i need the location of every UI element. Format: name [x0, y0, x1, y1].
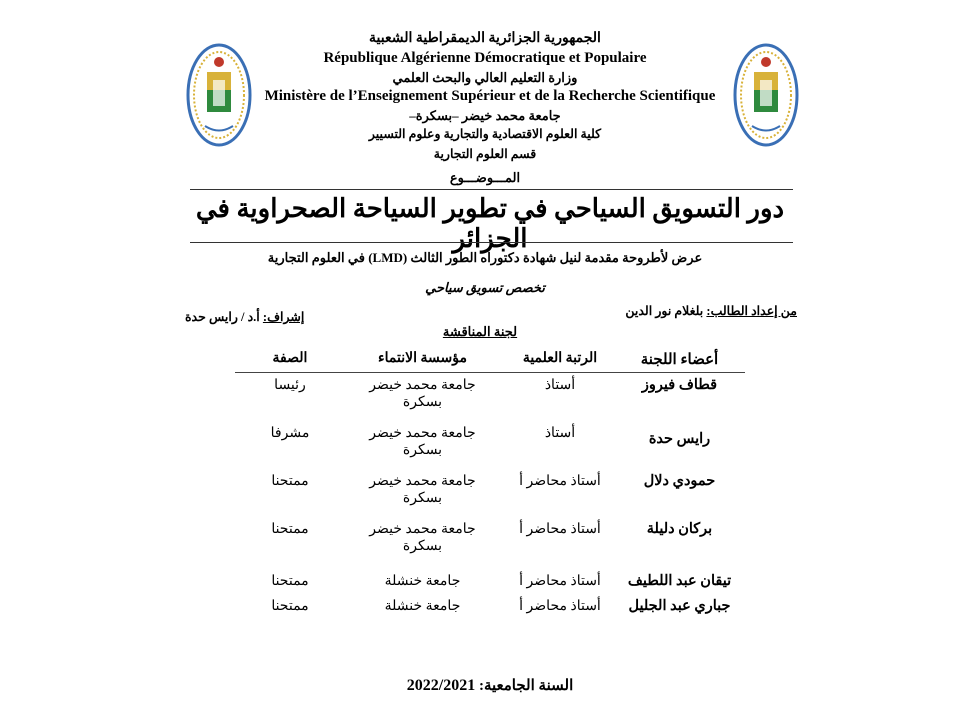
student-label: من إعداد الطالب:	[706, 304, 797, 318]
member-rank: أستاذ	[544, 426, 576, 441]
member-name: بركان دليلة	[646, 521, 713, 537]
title-rule-bottom	[190, 242, 793, 243]
member-name: رايس حدة	[648, 431, 711, 447]
student-name: بلغلام نور الدين	[625, 304, 704, 318]
table-row	[235, 473, 745, 521]
table-row	[235, 573, 745, 598]
member-rank: أستاذ محاضر أ	[519, 599, 601, 614]
member-name: قطاف فيروز	[641, 377, 718, 393]
table-header	[235, 350, 745, 373]
committee-table	[235, 350, 745, 623]
member-rank: أستاذ محاضر أ	[519, 522, 601, 537]
title-rule-top	[190, 189, 793, 190]
member-role: رئيسا	[274, 378, 306, 393]
member-institution: جامعة محمد خيضر بسكرة	[369, 522, 476, 554]
table-row	[235, 425, 745, 473]
committee-title: لجنة المناقشة	[442, 324, 518, 339]
header-member: أعضاء اللجنة	[640, 352, 719, 368]
faculty-name: كلية العلوم الاقتصادية والتجارية وعلوم التسيير	[368, 127, 602, 141]
member-institution: جامعة محمد خيضر بسكرة	[369, 426, 476, 458]
thesis-title: دور التسويق السياحي في تطوير السياحة الصحراوية في الجزائر	[195, 194, 785, 253]
supervisor-line	[185, 309, 304, 325]
table-row	[235, 521, 745, 569]
member-role: ممتحنا	[271, 474, 309, 489]
table-row	[235, 377, 745, 425]
member-institution: جامعة خنشلة	[384, 599, 461, 614]
member-role: ممتحنا	[271, 522, 309, 537]
member-rank: أستاذ محاضر أ	[519, 574, 601, 589]
french-ministry-heading: Ministère de l’Enseignement Supérieur et de la Recherche Scientifique	[264, 88, 716, 104]
supervisor-label: إشراف:	[262, 310, 305, 324]
member-rank: أستاذ محاضر أ	[519, 474, 601, 489]
academic-year-label: السنة الجامعية:	[478, 678, 574, 694]
table-row	[235, 598, 745, 623]
academic-year	[370, 676, 610, 695]
member-name: حمودي دلال	[643, 473, 716, 489]
submission-note: عرض لأطروحة مقدمة لنيل شهادة دكتوراه الطور الثالث (LMD) في العلوم التجارية	[267, 250, 703, 265]
member-institution: جامعة محمد خيضر بسكرة	[369, 378, 476, 410]
specialty: تخصص تسويق سياحي	[425, 280, 545, 295]
member-role: ممتحنا	[271, 574, 309, 589]
student-line	[625, 303, 797, 319]
header-institution: مؤسسة الانتماء	[378, 351, 467, 366]
member-role: مشرفا	[270, 426, 310, 441]
member-name: جباري عبد الجليل	[628, 598, 731, 614]
department-name: قسم العلوم التجارية	[433, 147, 537, 161]
header-rank: الرتبة العلمية	[522, 351, 598, 366]
member-rank: أستاذ	[544, 378, 576, 393]
member-name: تيقان عبد اللطيف	[627, 573, 732, 589]
member-role: ممتحنا	[271, 599, 309, 614]
arabic-republic-heading: الجمهورية الجزائرية الديمقراطية الشعبية	[369, 31, 601, 46]
university-name: جامعة محمد خيضر –بسكرة–	[409, 108, 561, 123]
arabic-ministry-heading: وزارة التعليم العالي والبحث العلمي	[392, 70, 578, 85]
subject-label: المـــوضـــوع	[449, 170, 521, 185]
header-role: الصفة	[272, 351, 308, 366]
member-institution: جامعة خنشلة	[384, 574, 461, 589]
academic-year-value: 2022/2021	[406, 677, 476, 694]
french-republic-heading: République Algérienne Démocratique et Populaire	[323, 50, 647, 66]
supervisor-name: أ.د / رايس حدة	[185, 310, 260, 324]
member-institution: جامعة محمد خيضر بسكرة	[369, 474, 476, 506]
